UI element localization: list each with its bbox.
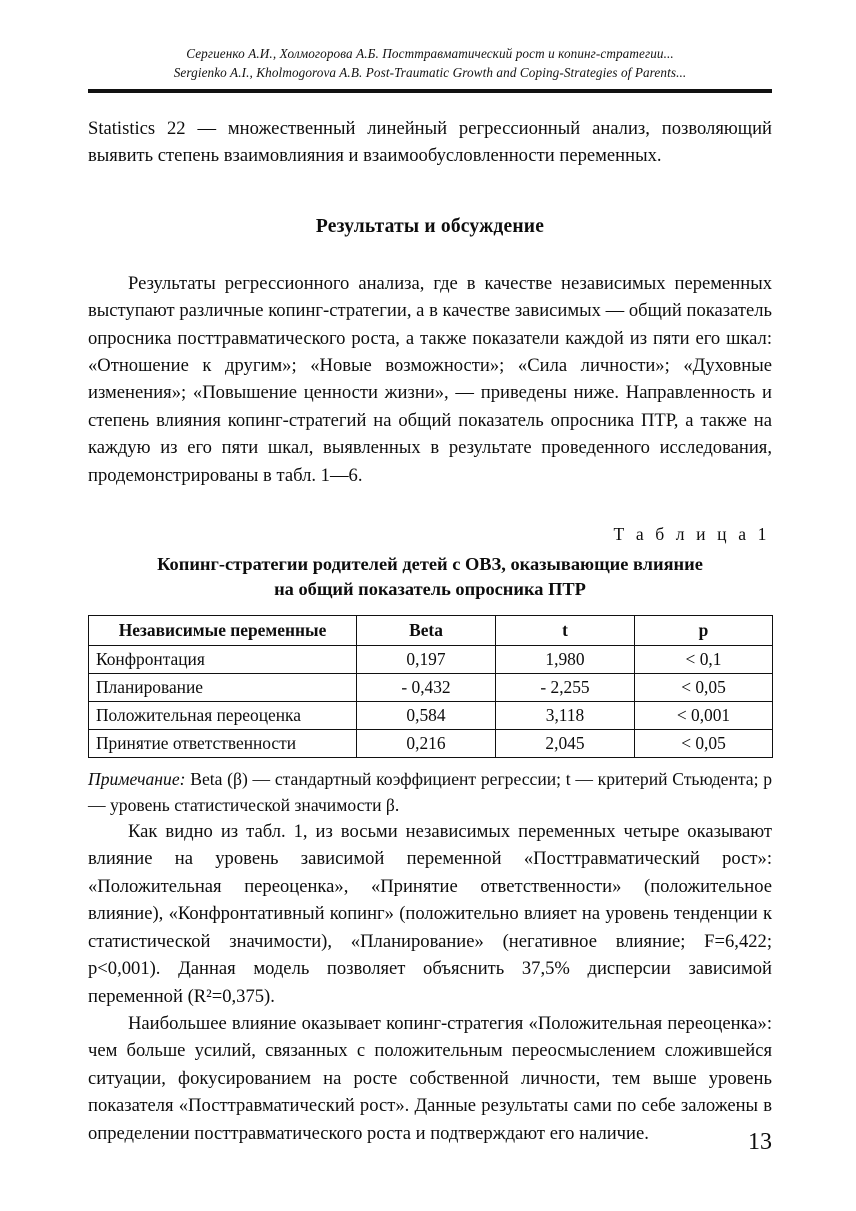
column-header-beta: Beta	[357, 616, 496, 646]
cell-variable: Конфронтация	[89, 646, 357, 674]
running-head	[88, 44, 772, 82]
table-note	[88, 767, 772, 818]
cell-beta: - 0,432	[357, 674, 496, 702]
cell-variable: Положительная переоценка	[89, 702, 357, 730]
column-header-p: p	[635, 616, 773, 646]
cell-beta: 0,584	[357, 702, 496, 730]
table-note-label: Примечание:	[88, 769, 186, 790]
cell-variable: Принятие ответственности	[89, 730, 357, 758]
cell-beta: 0,197	[357, 646, 496, 674]
cell-p: < 0,05	[635, 674, 773, 702]
cell-t: 2,045	[496, 730, 635, 758]
table-block	[88, 523, 772, 818]
paragraph-after-table: Как видно из табл. 1, из восьми независимых переменных четыре оказывают влияние на уровень зависимой переменной «Посттравматический рост»: «Положительная переоценка», «Принятие ответственности» (положительное влияние), «Конфронтативный копинг» (положительно влияет на уровень тенденции к статистической значимости), «Планирование» (негативное влияние; F=6,422; p<0,001). Данная модель позволяет объяснить 37,5% дисперсии зависимой переменной (R²=0,375).	[88, 821, 772, 1007]
table-title	[88, 552, 772, 602]
page-content	[88, 44, 772, 1147]
table-note-text: Beta (β) — стандартный коэффициент регрессии; t — критерий Стьюдента; p — уровень статистической значимости β.	[88, 769, 772, 815]
results-table	[88, 615, 773, 758]
paragraph-results-intro: Результаты регрессионного анализа, где в качестве независимых переменных выступают различные копинг-стратегии, а в качестве зависимых — общий показатель опросника посттравматического роста, а также показатели каждой из пяти его шкал: «Отношение к другим»; «Новые возможности»; «Сила личности»; «Духовные изменения»; «Повышение ценности жизни», — приведены ниже. Направленность и степень влияния копинг-стратегий на общий показатель опросника ПТР, а также на каждую из его пяти шкал, выявленных в результате проведенного исследования, продемонстрированы в табл. 1—6.	[88, 272, 772, 486]
cell-variable: Планирование	[89, 674, 357, 702]
table-number-label: Т а б л и ц а 1	[613, 524, 770, 545]
running-head-line-en: Sergienko A.I., Kholmogorova A.B. Post-Traumatic Growth and Coping-Strategies of Parents...	[173, 65, 687, 80]
table-row	[89, 702, 773, 730]
cell-p: < 0,05	[635, 730, 773, 758]
table-row	[89, 730, 773, 758]
running-head-line-ru: Сергиенко А.И., Холмогорова А.Б. Посттравматический рост и копинг-стратегии...	[186, 46, 674, 61]
cell-t: 1,980	[496, 646, 635, 674]
table-title-line-1: Копинг-стратегии родителей детей с ОВЗ, оказывающие влияние	[157, 554, 703, 575]
section-heading: Результаты и обсуждение	[315, 215, 545, 237]
cell-p: < 0,001	[635, 702, 773, 730]
column-header-t: t	[496, 616, 635, 646]
cell-p: < 0,1	[635, 646, 773, 674]
table-header-row	[89, 616, 773, 646]
cell-t: 3,118	[496, 702, 635, 730]
paragraph-intro: Statistics 22 — множественный линейный регрессионный анализ, позволяющий выявить степень взаимовлияния и взаимообусловленности переменных.	[88, 118, 772, 167]
table-title-line-2: на общий показатель опросника ПТР	[274, 579, 586, 600]
page-number: 13	[748, 1129, 772, 1155]
table-row	[89, 674, 773, 702]
cell-beta: 0,216	[357, 730, 496, 758]
header-rule	[88, 89, 772, 93]
paragraph-conclusion: Наибольшее влияние оказывает копинг-стратегия «Положительная переоценка»: чем больше усилий, связанных с положительным переосмыслением сложившейся ситуации, фокусированием на росте собственной личности, тем выше уровень показателя «Посттравматический рост». Данные результаты сами по себе заложены в определении посттравматического роста и подтверждают его наличие.	[88, 1012, 772, 1144]
column-header-variable: Независимые переменные	[89, 616, 357, 646]
spacer	[88, 240, 772, 270]
table-row	[89, 646, 773, 674]
cell-t: - 2,255	[496, 674, 635, 702]
